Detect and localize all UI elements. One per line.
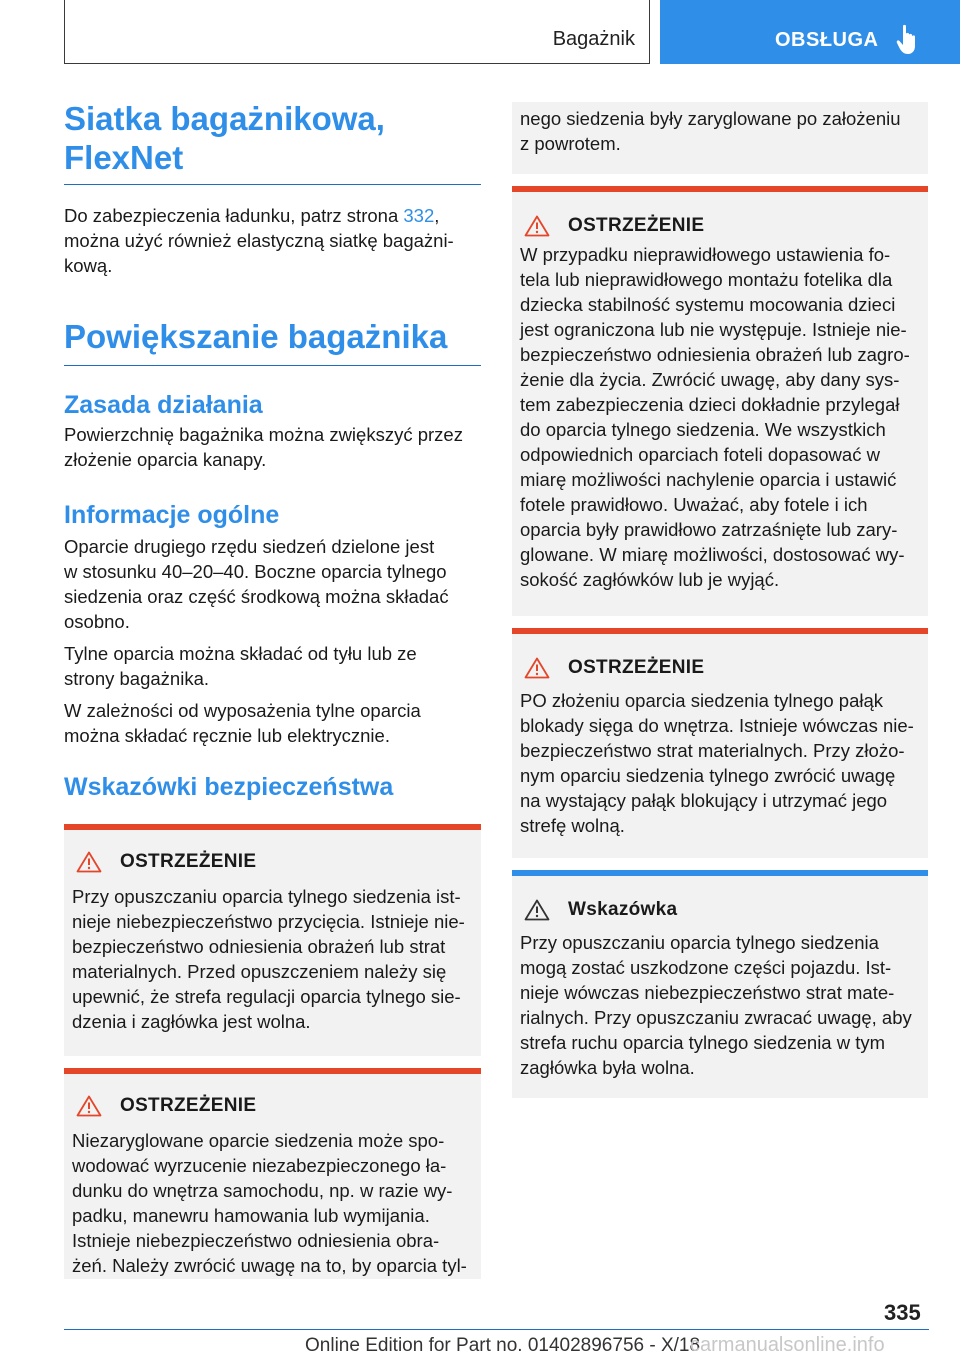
warning-line: PO złożeniu oparcia siedzenia tylnego pałąk [520, 690, 884, 711]
warning-box [512, 186, 928, 616]
warning-line: dzenia i zagłówka jest wolna. [72, 1011, 311, 1032]
warning-line: żeń. Należy zwrócić uwagę na to, by oparcia tyl- [72, 1255, 467, 1276]
warning-line: upewnić, że strefa regulacji oparcia tylnego sie- [72, 986, 461, 1007]
info-line-3: siedzenia oraz część środkową można składać [64, 586, 449, 607]
heading-rule [64, 184, 481, 185]
info-line-1: Oparcie drugiego rzędu siedzeń dzielone jest [64, 536, 435, 557]
warning-triangle-icon [524, 899, 550, 921]
footer-edition: Online Edition for Part no. 01402896756 - X/18 [305, 1335, 701, 1356]
heading-siatka-line1: Siatka bagażnikowa, [64, 100, 385, 137]
siatka-paragraph [64, 203, 481, 278]
heading-rule [64, 365, 481, 366]
warning-line: Niezaryglowane oparcie siedzenia może spo- [72, 1130, 445, 1151]
page-number: 335 [884, 1300, 921, 1325]
section-label: Bagażnik [552, 28, 635, 50]
warning-line: Istnieje niebezpieczeństwo odniesienia obra- [72, 1230, 440, 1251]
warning-line: nym oparciu siedzenia tylnego zwrócić uwagę [520, 765, 896, 786]
warning-line: żenie dla życia. Zwrócić uwagę, aby dany sys- [520, 369, 900, 390]
warning-triangle-icon [76, 851, 102, 873]
warning-line: materialnych. Przed opuszczeniem należy się [72, 961, 447, 982]
info-line-4: osobno. [64, 611, 130, 632]
warning-line: glowane. W miarę możliwości, dostosować wy- [520, 544, 905, 565]
siatka-text: Do zabezpieczenia ładunku, patrz strona [64, 205, 404, 226]
warning-triangle-icon [524, 657, 550, 679]
siatka-line-1 [64, 203, 481, 228]
footer-rule [64, 1329, 929, 1330]
warning-title: OSTRZEŻENIE [120, 851, 257, 872]
info-line-8: można składać ręcznie lub elektrycznie. [64, 725, 390, 746]
info-line-7: W zależności od wyposażenia tylne oparcia [64, 700, 421, 721]
warning-line: do oparcia tylnego siedzenia. We wszystkich [520, 419, 886, 440]
warning-continuation [512, 102, 928, 174]
warning-line: bezpieczeństwo odniesienia obrażeń lub zagro- [520, 344, 910, 365]
warning-line: jest ograniczona lub nie występuje. Istnieje nie- [520, 319, 907, 340]
informacje-paragraph-3 [64, 698, 481, 748]
heading-wskazowki: Wskazówki bezpieczeństwa [64, 773, 394, 801]
warning-triangle-icon [524, 215, 550, 237]
warning-line: nieje niebezpieczeństwo przycięcia. Istnieje nie- [72, 911, 465, 932]
warning-line: na wystający pałąk blokujący i utrzymać jego [520, 790, 888, 811]
note-line: Przy opuszczaniu oparcia tylnego siedzenia [520, 932, 879, 953]
heading-siatka-line2: FlexNet [64, 139, 184, 176]
warning-title: OSTRZEŻENIE [568, 215, 705, 236]
warning-box [64, 824, 481, 1056]
heading-siatka [64, 100, 481, 176]
left-column [64, 100, 481, 1279]
siatka-line-3: kową. [64, 255, 113, 276]
warning-title: OSTRZEŻENIE [568, 657, 705, 678]
warning-line: bezpieczeństwo strat materialnych. Przy złożo- [520, 740, 905, 761]
warning-header [512, 654, 928, 682]
warning-line: fotele prawidłowo. Uważać, aby fotele i ich [520, 494, 868, 515]
heading-powiekszanie: Powiększanie bagażnika [64, 318, 448, 355]
pointing-hand-icon [896, 24, 922, 56]
warning-line: W przypadku nieprawidłowego ustawienia fo- [520, 244, 891, 265]
warning-line: Przy opuszczaniu oparcia tylnego siedzenia ist- [72, 886, 461, 907]
warning-header [64, 848, 481, 876]
warning-line: tela lub nieprawidłowego montażu fotelika dla [520, 269, 893, 290]
continuation-line: nego siedzenia były zaryglowane po założeniu [520, 108, 901, 129]
siatka-line-2: można użyć również elastyczną siatkę bagażni- [64, 230, 454, 251]
note-line: strefa ruchu oparcia tylnego siedzenia w tym [520, 1032, 886, 1053]
warning-line: tem zabezpieczenia dzieci dokładnie przylegał [520, 394, 900, 415]
informacje-paragraph-2 [64, 641, 481, 691]
warning-body [512, 242, 928, 592]
info-line-6: strony bagażnika. [64, 668, 210, 689]
warning-line: miarę możliwości nachylenie oparcia i ustawić [520, 469, 897, 490]
warning-header [512, 212, 928, 240]
note-bar [512, 870, 928, 876]
note-line: mogą zostać uszkodzone części pojazdu. Ist- [520, 957, 892, 978]
zasada-line-1: Powierzchnię bagażnika można zwiększyć przez [64, 424, 463, 445]
siatka-comma: , [434, 205, 440, 226]
warning-header [64, 1092, 481, 1120]
warning-line: wodować wyrzucenie niezabezpieczonego ła- [72, 1155, 447, 1176]
header-section-frame [64, 0, 650, 64]
watermark: carmanualsonline.info [690, 1334, 885, 1356]
zasada-line-2: złożenie oparcia kanapy. [64, 449, 267, 470]
warning-line: padku, manewru hamowania lub wymijania. [72, 1205, 430, 1226]
warning-line: dziecka stabilność systemu mocowania dzieci [520, 294, 896, 315]
warning-bar [512, 186, 928, 192]
warning-body [64, 1128, 481, 1278]
note-body [512, 930, 928, 1080]
warning-box [512, 628, 928, 858]
zasada-paragraph [64, 422, 481, 472]
note-header [512, 896, 928, 924]
heading-informacje: Informacje ogólne [64, 501, 280, 529]
chapter-tab[interactable] [660, 0, 960, 64]
continuation-line: z powrotem. [520, 133, 621, 154]
warning-title: OSTRZEŻENIE [120, 1095, 257, 1116]
note-box [512, 870, 928, 1098]
informacje-paragraph-1 [64, 534, 481, 634]
warning-line: oparcia były prawidłowo zatrzaśnięte lub zary- [520, 519, 898, 540]
right-column [512, 102, 928, 1098]
warning-body [64, 884, 481, 1034]
warning-triangle-icon [76, 1095, 102, 1117]
warning-body [512, 688, 928, 838]
note-line: nieje wówczas niebezpieczeństwo strat mate- [520, 982, 895, 1003]
warning-bar [64, 824, 481, 830]
warning-line: blokady sięga do wnętrza. Istnieje wówczas nie- [520, 715, 914, 736]
warning-box [64, 1068, 481, 1279]
warning-line: odpowiednich oparciach foteli dopasować w [520, 444, 880, 465]
warning-bar [512, 628, 928, 634]
warning-line: bezpieczeństwo odniesienia obrażeń lub strat [72, 936, 446, 957]
info-line-5: Tylne oparcia można składać od tyłu lub ze [64, 643, 417, 664]
warning-bar [64, 1068, 481, 1074]
page-link[interactable]: 332 [403, 205, 435, 226]
continuation-body [512, 106, 928, 156]
note-line: rialnych. Przy opuszczaniu zwracać uwagę, aby [520, 1007, 912, 1028]
warning-line: sokość zagłówków lub je wyjąć. [520, 569, 780, 590]
warning-line: strefę wolną. [520, 815, 625, 836]
heading-zasada: Zasada działania [64, 391, 263, 419]
warning-line: dunku do wnętrza samochodu, np. w razie wy- [72, 1180, 453, 1201]
note-line: zagłówka była wolna. [520, 1057, 695, 1078]
info-line-2: w stosunku 40–20–40. Boczne oparcia tylnego [64, 561, 447, 582]
chapter-tab-label: OBSŁUGA [775, 29, 879, 51]
note-title: Wskazówka [568, 899, 678, 920]
